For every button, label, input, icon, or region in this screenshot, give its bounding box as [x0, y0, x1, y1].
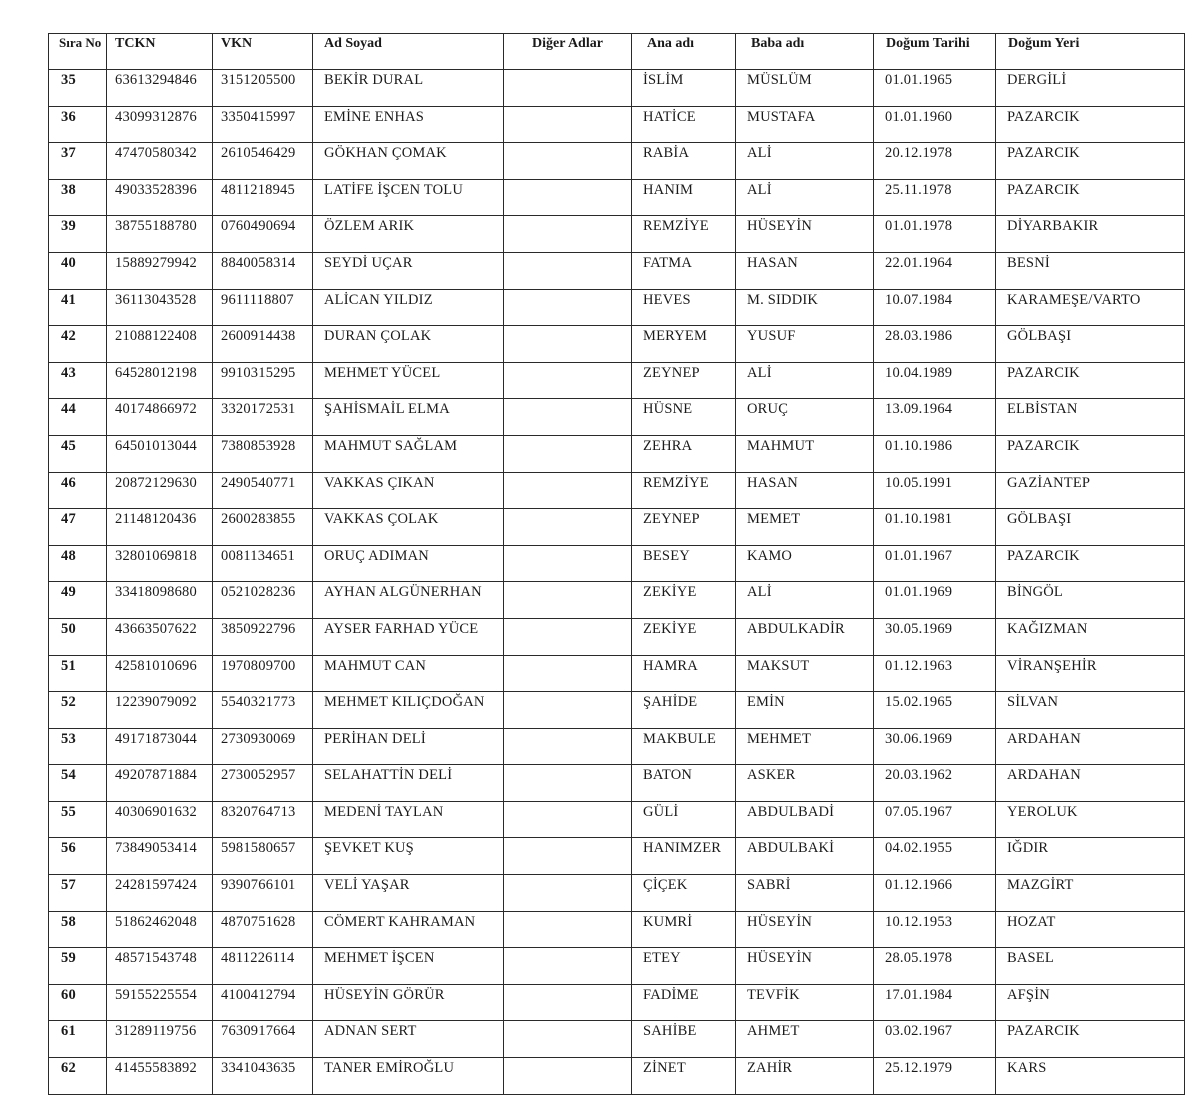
- cell-diger-adlar: [504, 399, 632, 436]
- cell-baba-adi: KAMO: [736, 545, 874, 582]
- cell-vkn: 0760490694: [213, 216, 313, 253]
- cell-baba-adi: AHMET: [736, 1021, 874, 1058]
- header-ana-adi: Ana adı: [632, 34, 736, 70]
- cell-ana-adi: ŞAHİDE: [632, 692, 736, 729]
- cell-dogum-tarihi: 01.01.1978: [874, 216, 996, 253]
- cell-ad-soyad: MEDENİ TAYLAN: [313, 801, 504, 838]
- cell-ad-soyad: PERİHAN DELİ: [313, 728, 504, 765]
- cell-vkn: 3850922796: [213, 618, 313, 655]
- cell-dogum-tarihi: 01.01.1967: [874, 545, 996, 582]
- cell-tckn: 73849053414: [107, 838, 213, 875]
- cell-diger-adlar: [504, 582, 632, 619]
- table-row: [49, 326, 1185, 363]
- cell-ad-soyad: ORUÇ ADIMAN: [313, 545, 504, 582]
- cell-sira-no: 44: [49, 399, 107, 436]
- cell-ana-adi: HANIM: [632, 179, 736, 216]
- header-sira-no: Sıra No: [49, 34, 107, 70]
- cell-baba-adi: SABRİ: [736, 875, 874, 912]
- table-row: [49, 252, 1185, 289]
- cell-vkn: 3350415997: [213, 106, 313, 143]
- cell-vkn: 3320172531: [213, 399, 313, 436]
- cell-tckn: 49033528396: [107, 179, 213, 216]
- cell-baba-adi: ALİ: [736, 143, 874, 180]
- cell-sira-no: 43: [49, 362, 107, 399]
- cell-dogum-tarihi: 01.12.1963: [874, 655, 996, 692]
- cell-baba-adi: ORUÇ: [736, 399, 874, 436]
- cell-diger-adlar: [504, 875, 632, 912]
- cell-ad-soyad: SEYDİ UÇAR: [313, 252, 504, 289]
- cell-sira-no: 45: [49, 435, 107, 472]
- cell-diger-adlar: [504, 765, 632, 802]
- cell-baba-adi: YUSUF: [736, 326, 874, 363]
- table-row: [49, 216, 1185, 253]
- cell-diger-adlar: [504, 618, 632, 655]
- cell-dogum-tarihi: 20.03.1962: [874, 765, 996, 802]
- header-baba-adi: Baba adı: [736, 34, 874, 70]
- cell-dogum-tarihi: 17.01.1984: [874, 984, 996, 1021]
- cell-baba-adi: MEMET: [736, 509, 874, 546]
- cell-diger-adlar: [504, 179, 632, 216]
- cell-diger-adlar: [504, 216, 632, 253]
- cell-tckn: 49171873044: [107, 728, 213, 765]
- cell-vkn: 2600914438: [213, 326, 313, 363]
- cell-ana-adi: HEVES: [632, 289, 736, 326]
- table-row: [49, 984, 1185, 1021]
- cell-ana-adi: ZEKİYE: [632, 618, 736, 655]
- header-row: [49, 34, 1185, 70]
- cell-vkn: 0081134651: [213, 545, 313, 582]
- cell-ad-soyad: HÜSEYİN GÖRÜR: [313, 984, 504, 1021]
- cell-dogum-yeri: AFŞİN: [996, 984, 1185, 1021]
- cell-dogum-yeri: SİLVAN: [996, 692, 1185, 729]
- cell-vkn: 0521028236: [213, 582, 313, 619]
- cell-ana-adi: RABİA: [632, 143, 736, 180]
- cell-ana-adi: MERYEM: [632, 326, 736, 363]
- cell-ad-soyad: AYSER FARHAD YÜCE: [313, 618, 504, 655]
- table-row: [49, 179, 1185, 216]
- cell-ad-soyad: LATİFE İŞCEN TOLU: [313, 179, 504, 216]
- cell-ana-adi: BESEY: [632, 545, 736, 582]
- cell-baba-adi: ALİ: [736, 362, 874, 399]
- table-row: [49, 509, 1185, 546]
- cell-ad-soyad: MAHMUT SAĞLAM: [313, 435, 504, 472]
- cell-ad-soyad: ÖZLEM ARIK: [313, 216, 504, 253]
- cell-tckn: 36113043528: [107, 289, 213, 326]
- cell-dogum-yeri: BİNGÖL: [996, 582, 1185, 619]
- cell-dogum-yeri: GAZİANTEP: [996, 472, 1185, 509]
- cell-diger-adlar: [504, 326, 632, 363]
- cell-dogum-yeri: BASEL: [996, 948, 1185, 985]
- cell-dogum-tarihi: 20.12.1978: [874, 143, 996, 180]
- table-row: [49, 838, 1185, 875]
- cell-diger-adlar: [504, 143, 632, 180]
- cell-dogum-yeri: DİYARBAKIR: [996, 216, 1185, 253]
- cell-dogum-tarihi: 28.05.1978: [874, 948, 996, 985]
- cell-sira-no: 50: [49, 618, 107, 655]
- cell-dogum-yeri: ELBİSTAN: [996, 399, 1185, 436]
- cell-dogum-yeri: PAZARCIK: [996, 545, 1185, 582]
- cell-dogum-yeri: PAZARCIK: [996, 435, 1185, 472]
- header-dogum-yeri: Doğum Yeri: [996, 34, 1185, 70]
- cell-vkn: 4100412794: [213, 984, 313, 1021]
- cell-vkn: 8840058314: [213, 252, 313, 289]
- cell-ad-soyad: SELAHATTİN DELİ: [313, 765, 504, 802]
- cell-sira-no: 60: [49, 984, 107, 1021]
- table-row: [49, 911, 1185, 948]
- cell-ana-adi: HAMRA: [632, 655, 736, 692]
- cell-sira-no: 48: [49, 545, 107, 582]
- cell-tckn: 15889279942: [107, 252, 213, 289]
- cell-diger-adlar: [504, 289, 632, 326]
- cell-sira-no: 59: [49, 948, 107, 985]
- cell-sira-no: 41: [49, 289, 107, 326]
- table-row: [49, 765, 1185, 802]
- table-row: [49, 289, 1185, 326]
- cell-ad-soyad: MEHMET İŞCEN: [313, 948, 504, 985]
- cell-baba-adi: ABDULBADİ: [736, 801, 874, 838]
- cell-dogum-yeri: GÖLBAŞI: [996, 326, 1185, 363]
- cell-diger-adlar: [504, 728, 632, 765]
- cell-diger-adlar: [504, 801, 632, 838]
- header-diger-adlar: Diğer Adlar: [504, 34, 632, 70]
- cell-dogum-yeri: KARS: [996, 1058, 1185, 1095]
- cell-ana-adi: GÜLİ: [632, 801, 736, 838]
- cell-dogum-tarihi: 25.12.1979: [874, 1058, 996, 1095]
- cell-ad-soyad: GÖKHAN ÇOMAK: [313, 143, 504, 180]
- cell-tckn: 64528012198: [107, 362, 213, 399]
- cell-tckn: 20872129630: [107, 472, 213, 509]
- cell-dogum-yeri: MAZGİRT: [996, 875, 1185, 912]
- table-row: [49, 875, 1185, 912]
- cell-tckn: 49207871884: [107, 765, 213, 802]
- header-vkn: VKN: [213, 34, 313, 70]
- cell-baba-adi: EMİN: [736, 692, 874, 729]
- cell-dogum-tarihi: 07.05.1967: [874, 801, 996, 838]
- cell-tckn: 43099312876: [107, 106, 213, 143]
- cell-dogum-tarihi: 01.12.1966: [874, 875, 996, 912]
- cell-diger-adlar: [504, 362, 632, 399]
- table-row: [49, 618, 1185, 655]
- cell-dogum-yeri: IĞDIR: [996, 838, 1185, 875]
- table-row: [49, 1058, 1185, 1095]
- cell-tckn: 63613294846: [107, 70, 213, 107]
- cell-baba-adi: HÜSEYİN: [736, 911, 874, 948]
- cell-baba-adi: ASKER: [736, 765, 874, 802]
- cell-sira-no: 36: [49, 106, 107, 143]
- cell-baba-adi: HÜSEYİN: [736, 216, 874, 253]
- table-row: [49, 655, 1185, 692]
- cell-ad-soyad: VELİ YAŞAR: [313, 875, 504, 912]
- cell-baba-adi: HASAN: [736, 252, 874, 289]
- cell-dogum-tarihi: 10.04.1989: [874, 362, 996, 399]
- cell-dogum-tarihi: 10.12.1953: [874, 911, 996, 948]
- cell-ana-adi: SAHİBE: [632, 1021, 736, 1058]
- table-row: [49, 1021, 1185, 1058]
- cell-tckn: 12239079092: [107, 692, 213, 729]
- cell-tckn: 59155225554: [107, 984, 213, 1021]
- cell-ad-soyad: ADNAN SERT: [313, 1021, 504, 1058]
- cell-sira-no: 52: [49, 692, 107, 729]
- cell-sira-no: 49: [49, 582, 107, 619]
- cell-diger-adlar: [504, 509, 632, 546]
- cell-dogum-tarihi: 01.10.1986: [874, 435, 996, 472]
- cell-dogum-yeri: PAZARCIK: [996, 143, 1185, 180]
- cell-tckn: 47470580342: [107, 143, 213, 180]
- table-row: [49, 545, 1185, 582]
- cell-ana-adi: HATİCE: [632, 106, 736, 143]
- cell-baba-adi: ZAHİR: [736, 1058, 874, 1095]
- table-row: [49, 948, 1185, 985]
- cell-baba-adi: MÜSLÜM: [736, 70, 874, 107]
- cell-diger-adlar: [504, 472, 632, 509]
- cell-sira-no: 56: [49, 838, 107, 875]
- table-row: [49, 70, 1185, 107]
- cell-ana-adi: FATMA: [632, 252, 736, 289]
- cell-sira-no: 54: [49, 765, 107, 802]
- cell-vkn: 7630917664: [213, 1021, 313, 1058]
- cell-vkn: 2730052957: [213, 765, 313, 802]
- cell-vkn: 2600283855: [213, 509, 313, 546]
- cell-tckn: 24281597424: [107, 875, 213, 912]
- cell-diger-adlar: [504, 1058, 632, 1095]
- cell-dogum-yeri: GÖLBAŞI: [996, 509, 1185, 546]
- cell-sira-no: 57: [49, 875, 107, 912]
- header-dogum-tarihi: Doğum Tarihi: [874, 34, 996, 70]
- table-row: [49, 143, 1185, 180]
- cell-vkn: 4811218945: [213, 179, 313, 216]
- cell-dogum-tarihi: 25.11.1978: [874, 179, 996, 216]
- table-row: [49, 362, 1185, 399]
- cell-dogum-yeri: ARDAHAN: [996, 765, 1185, 802]
- cell-ad-soyad: ALİCAN YILDIZ: [313, 289, 504, 326]
- header-tckn: TCKN: [107, 34, 213, 70]
- table-body: [49, 70, 1185, 1095]
- cell-baba-adi: ABDULBAKİ: [736, 838, 874, 875]
- cell-dogum-tarihi: 30.05.1969: [874, 618, 996, 655]
- table-row: [49, 728, 1185, 765]
- cell-dogum-tarihi: 15.02.1965: [874, 692, 996, 729]
- cell-sira-no: 42: [49, 326, 107, 363]
- cell-diger-adlar: [504, 1021, 632, 1058]
- cell-ana-adi: ZEYNEP: [632, 509, 736, 546]
- cell-vkn: 2610546429: [213, 143, 313, 180]
- cell-tckn: 51862462048: [107, 911, 213, 948]
- person-list-table: [48, 33, 1185, 1095]
- cell-tckn: 41455583892: [107, 1058, 213, 1095]
- cell-dogum-tarihi: 01.10.1981: [874, 509, 996, 546]
- cell-dogum-yeri: PAZARCIK: [996, 1021, 1185, 1058]
- cell-diger-adlar: [504, 70, 632, 107]
- table-row: [49, 399, 1185, 436]
- cell-tckn: 40306901632: [107, 801, 213, 838]
- cell-ad-soyad: AYHAN ALGÜNERHAN: [313, 582, 504, 619]
- cell-ad-soyad: VAKKAS ÇOLAK: [313, 509, 504, 546]
- cell-sira-no: 47: [49, 509, 107, 546]
- cell-baba-adi: ALİ: [736, 179, 874, 216]
- cell-dogum-tarihi: 13.09.1964: [874, 399, 996, 436]
- cell-vkn: 1970809700: [213, 655, 313, 692]
- table-row: [49, 435, 1185, 472]
- cell-ana-adi: ZİNET: [632, 1058, 736, 1095]
- cell-sira-no: 53: [49, 728, 107, 765]
- cell-ad-soyad: ŞEVKET KUŞ: [313, 838, 504, 875]
- cell-tckn: 38755188780: [107, 216, 213, 253]
- cell-dogum-yeri: YEROLUK: [996, 801, 1185, 838]
- cell-tckn: 64501013044: [107, 435, 213, 472]
- cell-diger-adlar: [504, 106, 632, 143]
- cell-vkn: 4870751628: [213, 911, 313, 948]
- cell-baba-adi: M. SIDDIK: [736, 289, 874, 326]
- cell-sira-no: 51: [49, 655, 107, 692]
- cell-ad-soyad: ŞAHİSMAİL ELMA: [313, 399, 504, 436]
- cell-vkn: 2490540771: [213, 472, 313, 509]
- cell-tckn: 31289119756: [107, 1021, 213, 1058]
- cell-dogum-tarihi: 10.07.1984: [874, 289, 996, 326]
- cell-diger-adlar: [504, 984, 632, 1021]
- cell-dogum-tarihi: 01.01.1960: [874, 106, 996, 143]
- cell-ana-adi: BATON: [632, 765, 736, 802]
- table-row: [49, 582, 1185, 619]
- cell-ana-adi: HÜSNE: [632, 399, 736, 436]
- cell-ana-adi: ZEYNEP: [632, 362, 736, 399]
- table-row: [49, 692, 1185, 729]
- cell-ana-adi: REMZİYE: [632, 472, 736, 509]
- cell-vkn: 2730930069: [213, 728, 313, 765]
- cell-dogum-tarihi: 04.02.1955: [874, 838, 996, 875]
- cell-diger-adlar: [504, 545, 632, 582]
- cell-ana-adi: ZEKİYE: [632, 582, 736, 619]
- cell-ad-soyad: EMİNE ENHAS: [313, 106, 504, 143]
- cell-baba-adi: MUSTAFA: [736, 106, 874, 143]
- cell-baba-adi: ABDULKADİR: [736, 618, 874, 655]
- cell-tckn: 32801069818: [107, 545, 213, 582]
- cell-vkn: 5981580657: [213, 838, 313, 875]
- cell-tckn: 21088122408: [107, 326, 213, 363]
- cell-sira-no: 55: [49, 801, 107, 838]
- cell-dogum-yeri: PAZARCIK: [996, 106, 1185, 143]
- cell-ana-adi: HANIMZER: [632, 838, 736, 875]
- cell-sira-no: 58: [49, 911, 107, 948]
- cell-dogum-yeri: DERGİLİ: [996, 70, 1185, 107]
- cell-diger-adlar: [504, 838, 632, 875]
- cell-sira-no: 37: [49, 143, 107, 180]
- cell-sira-no: 39: [49, 216, 107, 253]
- cell-tckn: 40174866972: [107, 399, 213, 436]
- header-ad-soyad: Ad Soyad: [313, 34, 504, 70]
- cell-ana-adi: İSLİM: [632, 70, 736, 107]
- cell-sira-no: 62: [49, 1058, 107, 1095]
- cell-vkn: 4811226114: [213, 948, 313, 985]
- cell-tckn: 33418098680: [107, 582, 213, 619]
- cell-dogum-yeri: KARAMEŞE/VARTO: [996, 289, 1185, 326]
- cell-vkn: 3341043635: [213, 1058, 313, 1095]
- cell-ana-adi: KUMRİ: [632, 911, 736, 948]
- cell-tckn: 43663507622: [107, 618, 213, 655]
- cell-baba-adi: MEHMET: [736, 728, 874, 765]
- cell-ana-adi: FADİME: [632, 984, 736, 1021]
- cell-ad-soyad: MEHMET KILIÇDOĞAN: [313, 692, 504, 729]
- cell-baba-adi: HASAN: [736, 472, 874, 509]
- cell-dogum-yeri: PAZARCIK: [996, 362, 1185, 399]
- cell-dogum-tarihi: 28.03.1986: [874, 326, 996, 363]
- cell-diger-adlar: [504, 692, 632, 729]
- cell-dogum-yeri: KAĞIZMAN: [996, 618, 1185, 655]
- cell-dogum-tarihi: 22.01.1964: [874, 252, 996, 289]
- cell-ad-soyad: CÖMERT KAHRAMAN: [313, 911, 504, 948]
- cell-diger-adlar: [504, 252, 632, 289]
- cell-ana-adi: ÇİÇEK: [632, 875, 736, 912]
- cell-sira-no: 46: [49, 472, 107, 509]
- cell-baba-adi: MAKSUT: [736, 655, 874, 692]
- cell-vkn: 7380853928: [213, 435, 313, 472]
- cell-vkn: 9390766101: [213, 875, 313, 912]
- cell-sira-no: 38: [49, 179, 107, 216]
- cell-sira-no: 35: [49, 70, 107, 107]
- cell-dogum-yeri: PAZARCIK: [996, 179, 1185, 216]
- cell-baba-adi: ALİ: [736, 582, 874, 619]
- table-row: [49, 472, 1185, 509]
- cell-vkn: 8320764713: [213, 801, 313, 838]
- cell-dogum-tarihi: 01.01.1969: [874, 582, 996, 619]
- cell-vkn: 9611118807: [213, 289, 313, 326]
- cell-dogum-tarihi: 01.01.1965: [874, 70, 996, 107]
- cell-diger-adlar: [504, 911, 632, 948]
- cell-diger-adlar: [504, 655, 632, 692]
- cell-diger-adlar: [504, 948, 632, 985]
- cell-sira-no: 40: [49, 252, 107, 289]
- cell-ad-soyad: MAHMUT CAN: [313, 655, 504, 692]
- cell-dogum-yeri: ARDAHAN: [996, 728, 1185, 765]
- cell-ana-adi: MAKBULE: [632, 728, 736, 765]
- cell-vkn: 3151205500: [213, 70, 313, 107]
- cell-vkn: 9910315295: [213, 362, 313, 399]
- cell-ana-adi: REMZİYE: [632, 216, 736, 253]
- cell-baba-adi: TEVFİK: [736, 984, 874, 1021]
- cell-baba-adi: HÜSEYİN: [736, 948, 874, 985]
- cell-ad-soyad: MEHMET YÜCEL: [313, 362, 504, 399]
- cell-dogum-yeri: BESNİ: [996, 252, 1185, 289]
- cell-vkn: 5540321773: [213, 692, 313, 729]
- cell-baba-adi: MAHMUT: [736, 435, 874, 472]
- cell-ad-soyad: BEKİR DURAL: [313, 70, 504, 107]
- cell-diger-adlar: [504, 435, 632, 472]
- cell-tckn: 48571543748: [107, 948, 213, 985]
- cell-dogum-tarihi: 03.02.1967: [874, 1021, 996, 1058]
- cell-tckn: 21148120436: [107, 509, 213, 546]
- table-row: [49, 801, 1185, 838]
- cell-dogum-tarihi: 10.05.1991: [874, 472, 996, 509]
- table-row: [49, 106, 1185, 143]
- cell-sira-no: 61: [49, 1021, 107, 1058]
- cell-ana-adi: ZEHRA: [632, 435, 736, 472]
- cell-ad-soyad: VAKKAS ÇIKAN: [313, 472, 504, 509]
- cell-dogum-yeri: HOZAT: [996, 911, 1185, 948]
- cell-ad-soyad: TANER EMİROĞLU: [313, 1058, 504, 1095]
- cell-ana-adi: ETEY: [632, 948, 736, 985]
- cell-dogum-tarihi: 30.06.1969: [874, 728, 996, 765]
- cell-ad-soyad: DURAN ÇOLAK: [313, 326, 504, 363]
- cell-tckn: 42581010696: [107, 655, 213, 692]
- cell-dogum-yeri: VİRANŞEHİR: [996, 655, 1185, 692]
